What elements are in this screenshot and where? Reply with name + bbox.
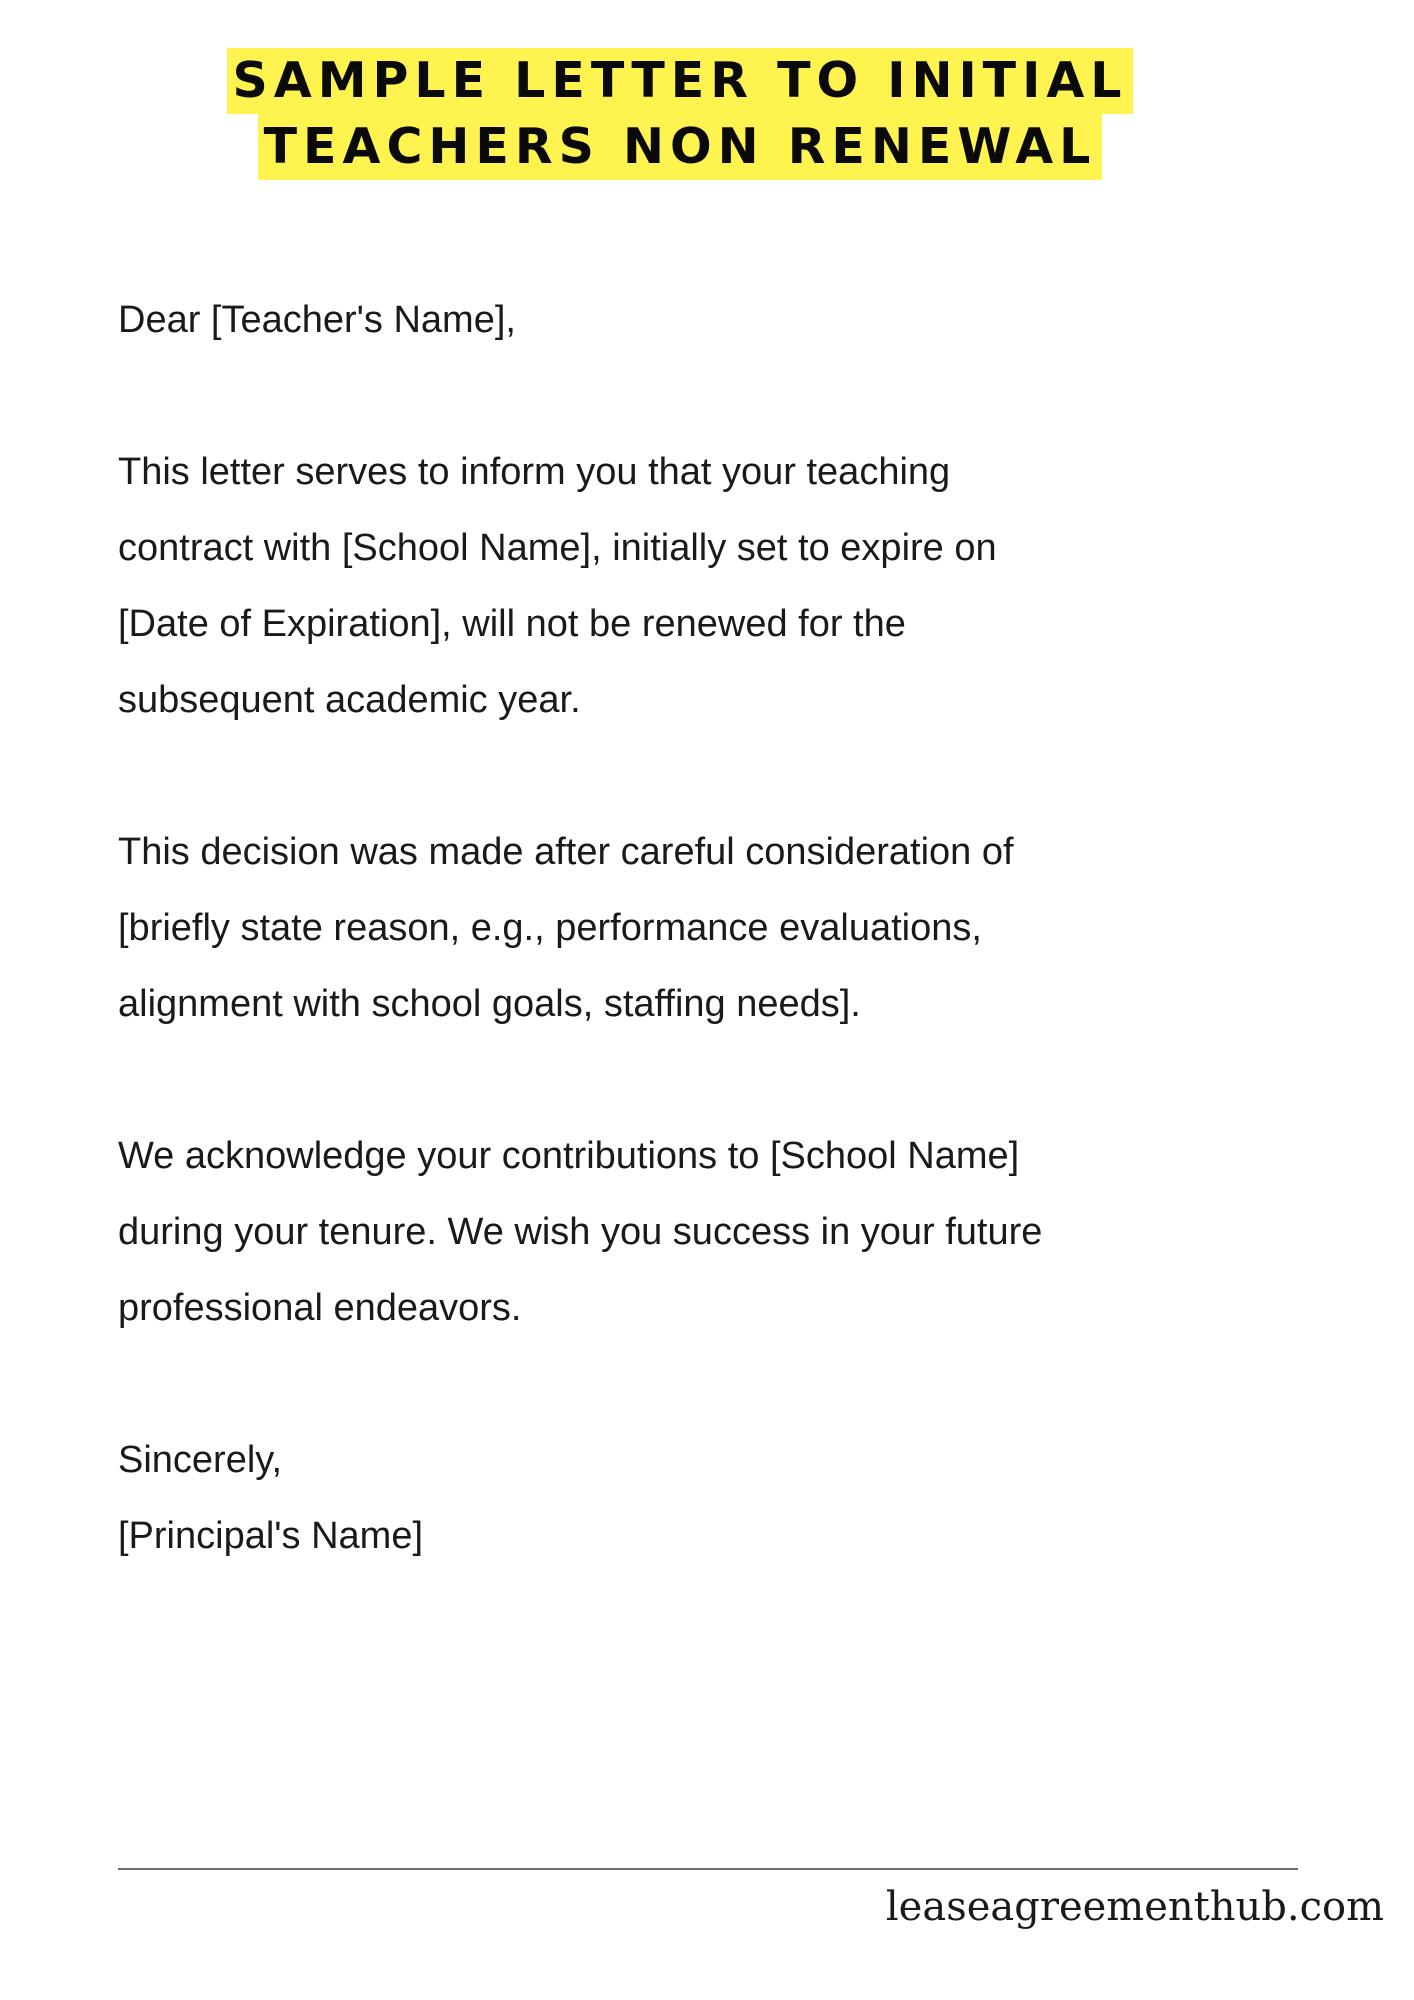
signature-placeholder: [Principal's Name] [118, 1515, 424, 1557]
paragraph-line: We acknowledge your contributions to [School Name] [118, 1135, 1020, 1177]
title-line-1: SAMPLE LETTER TO INITIAL [227, 48, 1134, 114]
footer-website: leaseagreementhub.com [885, 1884, 1384, 1930]
salutation: Dear [Teacher's Name], [118, 299, 516, 341]
paragraph-line: during your tenure. We wish you success in your future [118, 1211, 1043, 1253]
paragraph-3 [118, 1118, 1318, 1346]
paragraph-line: This letter serves to inform you that your teaching [118, 451, 951, 493]
paragraph-line: contract with [School Name], initially set to expire on [118, 527, 997, 569]
letter-body [118, 282, 1318, 1574]
paragraph-line: alignment with school goals, staffing needs]. [118, 983, 861, 1025]
paragraph-line: subsequent academic year. [118, 679, 581, 721]
footer-divider [118, 1868, 1298, 1870]
paragraph-line: professional endeavors. [118, 1287, 522, 1329]
paragraph-gap [118, 1346, 1318, 1422]
paragraph-line: [briefly state reason, e.g., performance evaluations, [118, 907, 982, 949]
paragraph-line: This decision was made after careful consideration of [118, 831, 1014, 873]
document-title [0, 48, 1360, 180]
paragraph-gap [118, 1042, 1318, 1118]
title-line-2: TEACHERS NON RENEWAL [258, 114, 1103, 180]
closing: Sincerely, [118, 1439, 283, 1481]
paragraph-gap [118, 358, 1318, 434]
paragraph-1 [118, 434, 1318, 738]
paragraph-line: [Date of Expiration], will not be renewed for the [118, 603, 906, 645]
paragraph-gap [118, 738, 1318, 814]
paragraph-2 [118, 814, 1318, 1042]
